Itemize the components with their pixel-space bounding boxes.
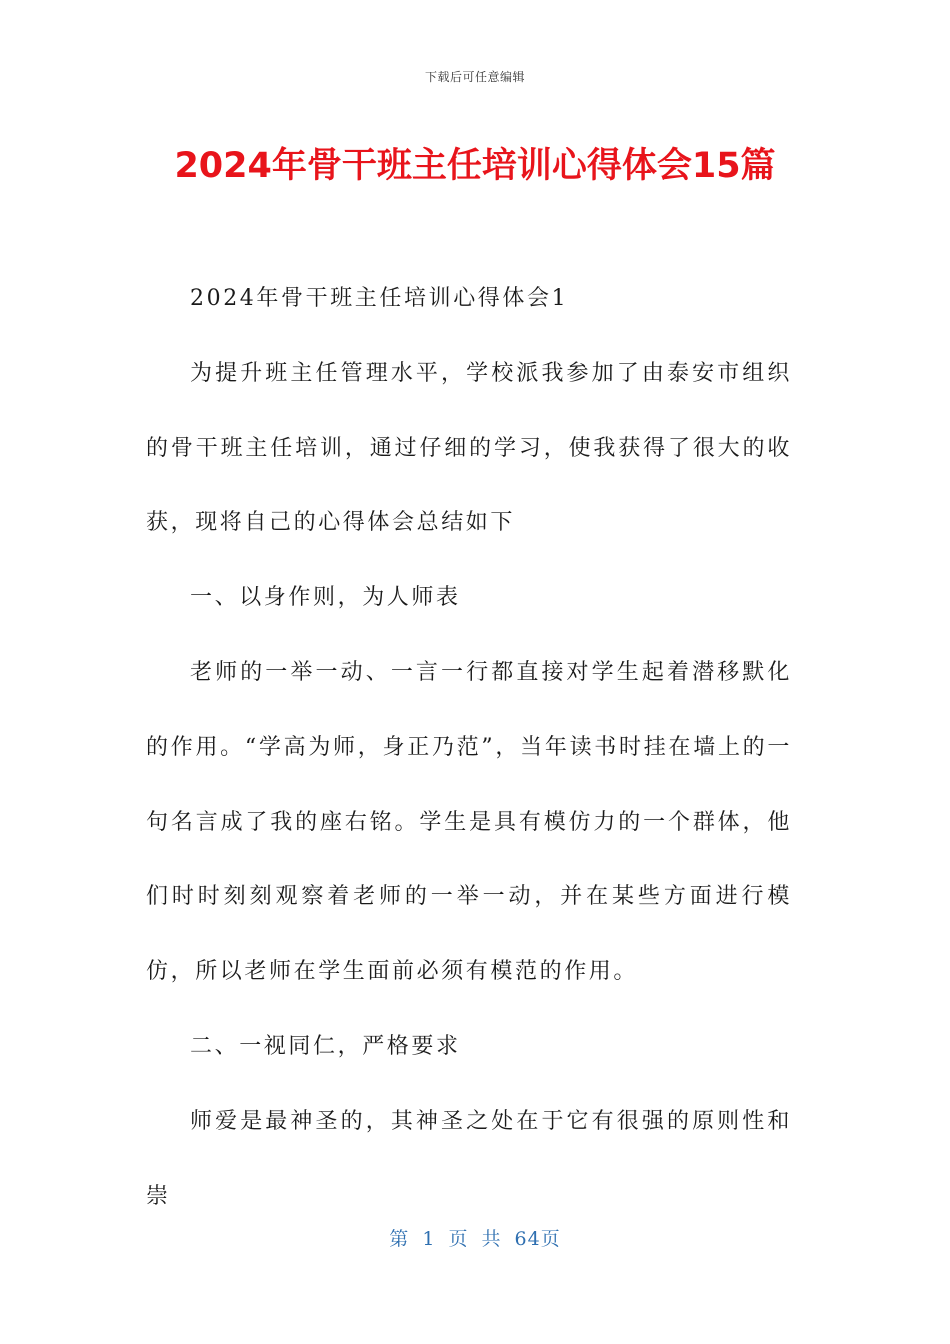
- page-header-note: 下载后可任意编辑: [424, 70, 525, 84]
- subheading-1: 一、以身作则，为人师表: [190, 585, 461, 611]
- page-number: 第 1 页 共 64页: [389, 1228, 561, 1250]
- section-heading-1: 2024年骨干班主任培训心得体会1: [190, 286, 569, 311]
- subheading-2: 二、一视同仁，严格要求: [190, 1033, 461, 1059]
- paragraph-lead-by-example: 老师的一举一动、一言一行都直接对学生起着潜移默化的作用。“学高为师，身正乃范”，当年读书时挂在墙上的一句名言成了我的座右铭。学生是具有模仿力的一个群体，他们时时刻刻观察着老师的一举一动，并在某些方面进行模仿，所以老师在学生面前必须有模范的作用。: [146, 659, 792, 985]
- document-title: 2024年骨干班主任培训心得体会15篇: [174, 146, 776, 186]
- paragraph-intro: 为提升班主任管理水平，学校派我参加了由泰安市组织的骨干班主任培训，通过仔细的学习，使我获得了很大的收获，现将自己的心得体会总结如下: [146, 360, 792, 536]
- document-body: [146, 262, 792, 1234]
- paragraph-teacher-love: 师爱是最神圣的，其神圣之处在于它有很强的原则性和崇: [146, 1108, 792, 1209]
